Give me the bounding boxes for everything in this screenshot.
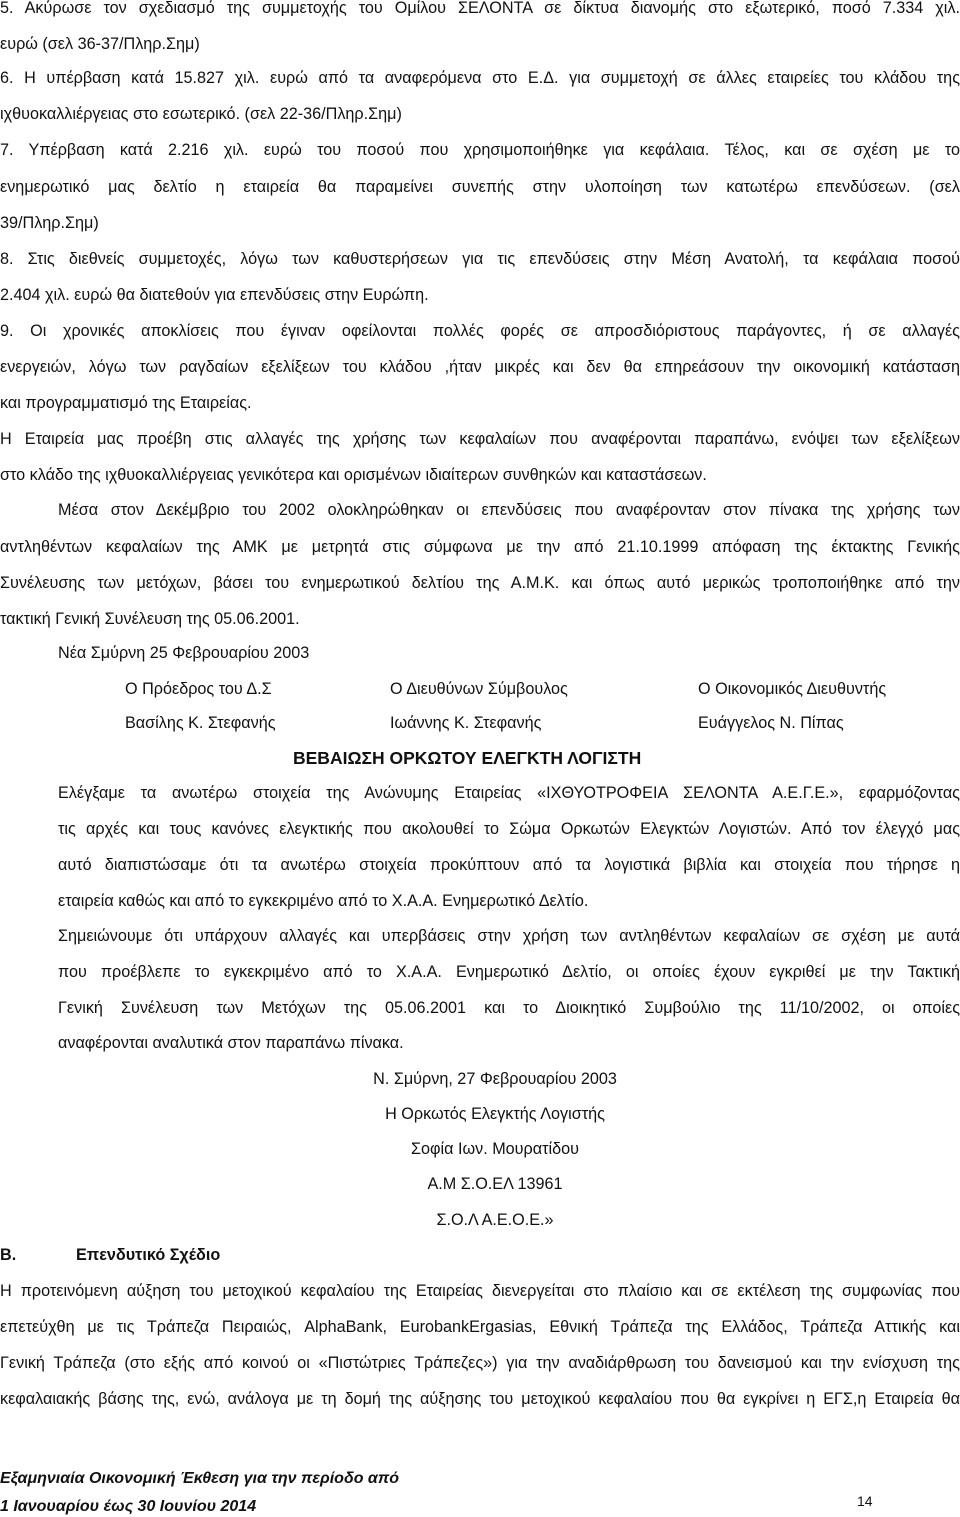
auditor-role: Η Ορκωτός Ελεγκτής Λογιστής [385,1105,605,1123]
auditor-firm: Σ.Ο.Λ Α.Ε.Ο.Ε.» [436,1211,554,1229]
item-9-line-1: 9. Οι χρονικές αποκλίσεις που έγιναν οφείλονται πολλές φορές σε απροσδιόριστους παράγοντες, ή σε αλλαγές [0,322,960,340]
ceo-title: Ο Διευθύνων Σύμβουλος [390,680,568,698]
item-7-line-3: 39/Πληρ.Σημ) [0,214,99,232]
item-8-line-2: 2.404 χιλ. ευρώ θα διατεθούν για επενδύσεις στην Ευρώπη. [0,286,429,304]
audit-p1-line-1: Ελέγξαμε τα ανωτέρω στοιχεία της Ανώνυμης Εταιρείας «ΙΧΘΥΟΤΡΟΦΕΙΑ ΣΕΛΟΝΤΑ Α.Ε.Γ.Ε.», εφαρμόζοντας [58,784,960,802]
date-line: Νέα Σμύρνη 25 Φεβρουαρίου 2003 [58,644,310,662]
item-5-line-1: 5. Ακύρωσε τον σχεδιασμό της συμμετοχής του Ομίλου ΣΕΛΟΝΤΑ σε δίκτυα διανομής στο εξωτερικό, ποσό 7.334 χιλ. [0,0,960,17]
audit-p2-line-1: Σημειώνουμε ότι υπάρχουν αλλαγές και υπερβάσεις στην χρήση των αντληθέντων κεφαλαίων σε σχέση με αυτά [58,927,960,945]
cfo-name: Ευάγγελος Ν. Πίπας [698,714,844,732]
chair-title: Ο Πρόεδρος του Δ.Σ [125,680,272,698]
paragraph-2-line-2: αντληθέντων κεφαλαίων της ΑΜΚ με μετρητά στις σύμφωνα με την από 21.10.1999 απόφαση της έκτακτης Γενικής [0,538,960,556]
section-b-number: Β. [0,1246,17,1264]
section-b-line-4: κεφαλαιακής βάσης της, ενώ, ανάλογα με τη δομή της αύξησης του μετοχικού κεφαλαίου που θα εγκρίνει η ΕΓΣ,η Εταιρεία θα [0,1390,960,1408]
section-b-title: Επενδυτικό Σχέδιο [76,1246,221,1264]
audit-p2-line-2: που προέβλεπε το εγκεκριμένο από το Χ.Α.Α. Ενημερωτικό Δελτίο, οι οποίες έχουν εγκριθεί με την Τακτική [58,963,960,981]
paragraph-1-line-2: στο κλάδο της ιχθυοκαλλιέργειας γενικότερα και ορισμένων ιδιαίτερων συνθηκών και καταστάσεων. [0,466,707,484]
audit-p1-line-4: εταιρεία καθώς και από το εγκεκριμένο από το Χ.Α.Α. Ενημερωτικό Δελτίο. [58,892,589,910]
item-8-line-1: 8. Στις διεθνείς συμμετοχές, λόγω των καθυστερήσεων για τις επενδύσεις στην Μέση Ανατολή, τα κεφάλαια ποσού [0,250,960,268]
auditor-reg-number: Α.Μ Σ.Ο.ΕΛ 13961 [427,1175,563,1193]
audit-p2-line-4: αναφέρονται αναλυτικά στον παραπάνω πίνακα. [58,1034,404,1052]
footer-report-period: 1 Ιανουαρίου έως 30 Ιουνίου 2014 [0,1498,257,1515]
chair-name: Βασίλης Κ. Στεφανής [125,714,276,732]
audit-p1-line-3: αυτό διαπιστώσαμε ότι τα ανωτέρω στοιχεία προκύπτουν από τα λογιστικά βιβλία και στοιχεία που τήρησε η [58,856,960,874]
item-9-line-2: ενεργειών, λόγω των ραγδαίων εξελίξεων του κλάδου ,ήταν μικρές και δεν θα επηρεάσουν την οικονομική κατάσταση [0,358,960,376]
item-9-line-3: και προγραμματισμό της Εταιρείας. [0,394,252,412]
item-7-line-1: 7. Υπέρβαση κατά 2.216 χιλ. ευρώ του ποσού που χρησιμοποιήθηκε για κεφάλαια. Τέλος, και σε σχέση με το [0,141,960,159]
section-b-line-2: επετεύχθη με τις Τράπεζα Πειραιώς, AlphaBank, EurobankErgasias, Εθνική Τράπεζα της Ελλάδος, Τράπεζα Αττικής και [0,1318,960,1336]
audit-p2-line-3: Γενική Συνέλευση των Μετόχων της 05.06.2001 και το Διοικητικό Συμβούλιο της 11/10/2002, οι οποίες [58,999,960,1017]
auditor-name: Σοφία Ιων. Μουρατίδου [411,1140,579,1158]
audit-heading: ΒΕΒΑΙΩΣΗ ΟΡΚΩΤΟΥ ΕΛΕΓΚΤΗ ΛΟΓΙΣΤΗ [293,748,642,768]
section-b-line-3: Γενική Τράπεζα (στο εξής από κοινού οι «Πιστώτριες Τράπεζες») για την αναδιάρθρωση του δανεισμού και την ενίσχυση της [0,1354,960,1372]
ceo-name: Ιωάννης Κ. Στεφανής [390,714,542,732]
item-7-line-2: ενημερωτικό μας δελτίο η εταιρεία θα παραμείνει συνεπής στην υλοποίηση των κατωτέρω επενδύσεων. (σελ [0,178,960,196]
item-5-line-2: ευρώ (σελ 36-37/Πληρ.Σημ) [0,35,200,53]
auditor-date: Ν. Σμύρνη, 27 Φεβρουαρίου 2003 [373,1070,617,1088]
paragraph-2-line-3: Συνέλευσης των μετόχων, βάσει του ενημερωτικού δελτίου της Α.Μ.Κ. και όπως αυτό μερικώς τροποποιήθηκε από την [0,574,960,592]
paragraph-2-line-1: Μέσα στον Δεκέμβριο του 2002 ολοκληρώθηκαν οι επενδύσεις που αναφέρονταν στον πίνακα της χρήσης των [58,501,960,519]
cfo-title: Ο Οικονομικός Διευθυντής [698,680,887,698]
page-number: 14 [857,1493,873,1509]
paragraph-1-line-1: Η Εταιρεία μας προέβη στις αλλαγές της χρήσης των κεφαλαίων που αναφέρονται παραπάνω, ενόψει των εξελίξεων [0,430,960,448]
audit-p1-line-2: τις αρχές και τους κανόνες ελεγκτικής που ακολουθεί το Σώμα Ορκωτών Ελεγκτών Λογιστών. Από τον έλεγχό μας [58,820,960,838]
item-6-line-1: 6. Η υπέρβαση κατά 15.827 χιλ. ευρώ από τα αναφερόμενα στο Ε.Δ. για συμμετοχή σε άλλες εταιρείες του κλάδου της [0,69,960,87]
item-6-line-2: ιχθυοκαλλιέργειας στο εσωτερικό. (σελ 22-36/Πληρ.Σημ) [0,105,402,123]
section-b-line-1: Η προτεινόμενη αύξηση του μετοχικού κεφαλαίου της Εταιρείας διενεργείται στο πλαίσιο και σε εκτέλεση της συμφωνίας που [0,1282,960,1300]
footer-report-title: Εξαμηνιαία Οικονομική Έκθεση για την περίοδο από [0,1470,400,1487]
paragraph-2-line-4: τακτική Γενική Συνέλευση της 05.06.2001. [0,610,300,628]
